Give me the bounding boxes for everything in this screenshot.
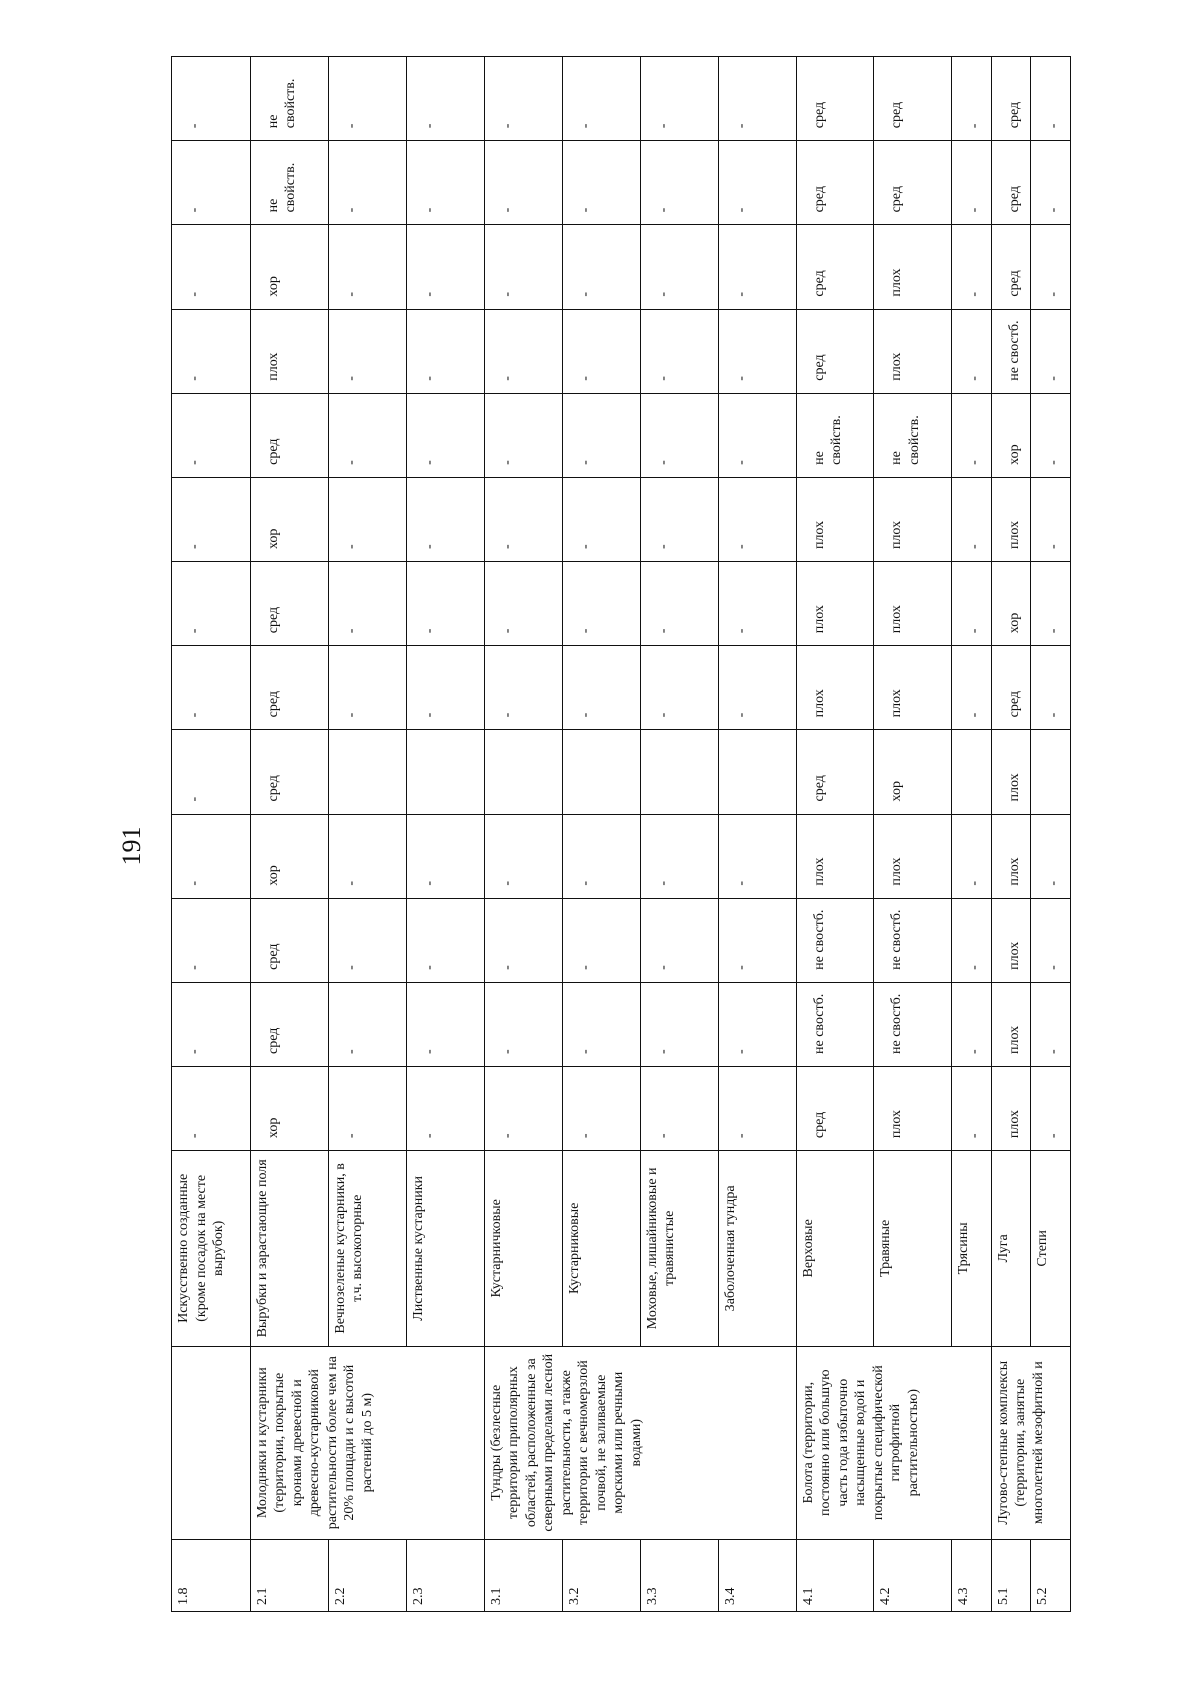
row-number: 3.1	[484, 1539, 562, 1611]
subtype-label: Моховые, лишайниковые и травянистые	[640, 1151, 718, 1346]
rating-cell: -	[952, 309, 991, 393]
rating-cell: плох	[874, 309, 952, 393]
rating-cell: -	[172, 898, 251, 982]
rating-cell: плох	[991, 1066, 1030, 1150]
subtype-label: Кустарничковые	[484, 1151, 562, 1346]
row-number: 2.2	[328, 1539, 406, 1611]
rating-cell: -	[640, 225, 718, 309]
rating-cell: -	[172, 225, 251, 309]
table-row	[250, 57, 328, 1612]
table-row	[796, 57, 874, 1612]
rating-cell: -	[484, 1066, 562, 1150]
rating-cell: -	[328, 982, 406, 1066]
rating-cell: -	[1031, 982, 1071, 1066]
rating-cell: -	[562, 225, 640, 309]
rating-cell: -	[406, 1066, 484, 1150]
row-number: 1.8	[172, 1539, 251, 1611]
rating-cell: -	[484, 982, 562, 1066]
rating-cell: -	[718, 309, 796, 393]
rating-cell: хор	[250, 225, 328, 309]
rating-cell	[406, 730, 484, 814]
rating-cell: плох	[874, 225, 952, 309]
subtype-label: Травяные	[874, 1151, 952, 1346]
rating-cell: сред	[250, 393, 328, 477]
rating-cell: -	[406, 814, 484, 898]
rating-cell: плох	[796, 562, 874, 646]
row-number: 5.1	[991, 1539, 1030, 1611]
rating-cell	[1031, 730, 1071, 814]
table-row	[172, 57, 251, 1612]
rating-cell: сред	[874, 141, 952, 225]
group-label: Молодняки и кустарники (территории, покрытые кронами древесной и древесно-кустарниковой растительности более чем на 20% площади и с высотой растений до 5 м)	[250, 1346, 484, 1539]
rating-cell: сред	[796, 57, 874, 141]
rating-cell	[562, 730, 640, 814]
row-number: 2.3	[406, 1539, 484, 1611]
rating-cell: -	[1031, 646, 1071, 730]
rating-cell: -	[328, 309, 406, 393]
rating-cell: -	[562, 393, 640, 477]
rating-cell: -	[718, 814, 796, 898]
rating-cell: сред	[991, 141, 1030, 225]
rating-cell: -	[640, 646, 718, 730]
rating-cell: -	[562, 982, 640, 1066]
rating-cell: -	[640, 814, 718, 898]
rating-cell: плох	[874, 1066, 952, 1150]
rating-cell: плох	[874, 646, 952, 730]
rating-cell: -	[484, 141, 562, 225]
rating-cell: -	[328, 898, 406, 982]
rating-cell	[718, 730, 796, 814]
rating-cell: -	[172, 562, 251, 646]
rating-cell: -	[406, 141, 484, 225]
page-number: 191	[117, 826, 146, 866]
rating-cell: -	[640, 393, 718, 477]
rating-cell: -	[328, 57, 406, 141]
rating-cell: -	[640, 898, 718, 982]
rating-cell: не свостб.	[991, 309, 1030, 393]
rating-cell: -	[952, 57, 991, 141]
rating-cell: -	[718, 562, 796, 646]
rating-cell: хор	[991, 562, 1030, 646]
rating-cell: -	[1031, 814, 1071, 898]
rating-cell	[484, 730, 562, 814]
rating-cell: -	[172, 57, 251, 141]
rating-cell: сред	[250, 982, 328, 1066]
rating-cell: -	[1031, 477, 1071, 561]
rating-cell: сред	[796, 141, 874, 225]
rating-cell: -	[328, 562, 406, 646]
rating-cell: -	[952, 646, 991, 730]
rating-cell: хор	[250, 1066, 328, 1150]
rating-cell: -	[718, 477, 796, 561]
rating-cell: -	[640, 141, 718, 225]
row-number: 4.3	[952, 1539, 991, 1611]
rating-cell: -	[640, 562, 718, 646]
subtype-label: Степи	[1031, 1151, 1071, 1346]
rating-cell: плох	[991, 814, 1030, 898]
rating-cell: -	[640, 57, 718, 141]
row-number: 4.2	[874, 1539, 952, 1611]
rotated-table-container	[171, 56, 1071, 1612]
rating-cell: -	[484, 57, 562, 141]
rating-cell: плох	[874, 477, 952, 561]
rating-cell: -	[718, 646, 796, 730]
rating-cell: -	[718, 1066, 796, 1150]
rating-cell: плох	[250, 309, 328, 393]
rating-cell: -	[328, 1066, 406, 1150]
rating-cell: не свостб.	[874, 898, 952, 982]
rating-cell: -	[172, 646, 251, 730]
rating-cell: плох	[796, 477, 874, 561]
rating-cell: плох	[796, 814, 874, 898]
rating-cell: -	[328, 646, 406, 730]
rating-cell: -	[952, 1066, 991, 1150]
rating-cell: -	[562, 646, 640, 730]
rating-cell: -	[172, 982, 251, 1066]
rating-cell: -	[718, 141, 796, 225]
rating-cell: -	[328, 225, 406, 309]
rating-cell: -	[952, 393, 991, 477]
rating-cell: -	[562, 1066, 640, 1150]
rating-cell: -	[562, 814, 640, 898]
rating-cell: -	[562, 477, 640, 561]
subtype-label: Искусственно созданные (кроме посадок на месте вырубок)	[172, 1151, 251, 1346]
rating-cell: -	[406, 477, 484, 561]
row-number: 4.1	[796, 1539, 874, 1611]
rating-cell: -	[172, 477, 251, 561]
rating-cell: -	[952, 982, 991, 1066]
rating-cell: плох	[991, 898, 1030, 982]
row-number: 5.2	[1031, 1539, 1071, 1611]
rating-cell: сред	[796, 225, 874, 309]
rating-cell: -	[484, 898, 562, 982]
rating-cell: сред	[796, 309, 874, 393]
rating-cell: сред	[250, 730, 328, 814]
rating-cell: -	[640, 982, 718, 1066]
rating-cell: -	[1031, 1066, 1071, 1150]
rating-cell: сред	[250, 898, 328, 982]
rating-cell: сред	[796, 730, 874, 814]
rating-cell: -	[328, 141, 406, 225]
rating-cell: плох	[991, 730, 1030, 814]
rating-cell: -	[406, 57, 484, 141]
rating-cell: -	[952, 562, 991, 646]
rating-cell: хор	[874, 730, 952, 814]
rating-cell: -	[172, 141, 251, 225]
rating-cell: -	[718, 225, 796, 309]
rating-cell: плох	[874, 814, 952, 898]
row-number: 2.1	[250, 1539, 328, 1611]
rating-cell: -	[952, 898, 991, 982]
rating-cell: -	[718, 898, 796, 982]
rating-cell: -	[952, 225, 991, 309]
rating-cell: -	[484, 393, 562, 477]
rating-cell: -	[718, 393, 796, 477]
rating-cell: -	[484, 477, 562, 561]
rating-cell: -	[562, 141, 640, 225]
rating-cell: -	[1031, 393, 1071, 477]
rating-cell: -	[562, 562, 640, 646]
rating-cell: -	[952, 814, 991, 898]
rating-cell: не свойств.	[796, 393, 874, 477]
rating-cell	[952, 730, 991, 814]
row-number: 3.4	[718, 1539, 796, 1611]
rating-cell: не свойств.	[250, 141, 328, 225]
rating-cell: -	[1031, 141, 1071, 225]
rating-cell: -	[562, 57, 640, 141]
rating-cell: -	[406, 393, 484, 477]
group-label: Болота (территории, постоянно или большую часть года избыточно насыщенные водой и покрытые специфической гигрофитной растительностью)	[796, 1346, 991, 1539]
subtype-label: Верховые	[796, 1151, 874, 1346]
rating-cell: плох	[796, 646, 874, 730]
rating-cell: -	[406, 982, 484, 1066]
rating-cell: сред	[991, 225, 1030, 309]
rating-cell: -	[172, 393, 251, 477]
rating-cell: сред	[874, 57, 952, 141]
rating-cell: сред	[250, 646, 328, 730]
row-number: 3.2	[562, 1539, 640, 1611]
rating-cell: -	[406, 562, 484, 646]
rating-cell	[640, 730, 718, 814]
rating-cell: -	[172, 1066, 251, 1150]
rating-cell: -	[718, 57, 796, 141]
rating-cell: -	[484, 225, 562, 309]
rating-cell: плох	[991, 477, 1030, 561]
rating-cell: -	[484, 814, 562, 898]
rating-cell: -	[484, 646, 562, 730]
rating-cell: -	[1031, 57, 1071, 141]
rating-cell: -	[406, 898, 484, 982]
rating-cell: -	[328, 393, 406, 477]
rating-cell: не свостб.	[796, 982, 874, 1066]
rating-cell: -	[1031, 225, 1071, 309]
group-label: Лугово-степные комплексы (территории, занятые многолетней мезофитной и	[991, 1346, 1070, 1539]
rating-cell: -	[562, 898, 640, 982]
table-row	[991, 57, 1030, 1612]
rating-cell	[328, 730, 406, 814]
rating-cell: -	[1031, 309, 1071, 393]
rating-cell: -	[718, 982, 796, 1066]
rating-cell: плох	[991, 982, 1030, 1066]
subtype-label: Вырубки и зарастающие поля	[250, 1151, 328, 1346]
subtype-label: Вечнозеленые кустарники, в т.ч. высокогорные	[328, 1151, 406, 1346]
rating-cell: -	[172, 730, 251, 814]
subtype-label: Луга	[991, 1151, 1030, 1346]
rating-cell: -	[640, 1066, 718, 1150]
rating-cell: -	[640, 477, 718, 561]
rating-cell: -	[952, 477, 991, 561]
subtype-label: Лиственные кустарники	[406, 1151, 484, 1346]
rating-cell: -	[328, 814, 406, 898]
rating-cell: хор	[250, 477, 328, 561]
rating-cell: -	[172, 814, 251, 898]
subtype-label: Трясины	[952, 1151, 991, 1346]
rating-cell: -	[406, 309, 484, 393]
rating-cell: сред	[991, 57, 1030, 141]
row-number: 3.3	[640, 1539, 718, 1611]
rating-cell: не свостб.	[796, 898, 874, 982]
rating-cell: -	[952, 141, 991, 225]
rating-cell: хор	[991, 393, 1030, 477]
rating-cell: -	[1031, 898, 1071, 982]
rating-cell: -	[484, 309, 562, 393]
subtype-label: Кустарниковые	[562, 1151, 640, 1346]
rating-cell: -	[640, 309, 718, 393]
habitat-assessment-table	[171, 56, 1071, 1612]
rating-cell: не свостб.	[874, 982, 952, 1066]
rating-cell: -	[406, 225, 484, 309]
rating-cell: -	[406, 646, 484, 730]
rating-cell: сред	[796, 1066, 874, 1150]
rating-cell: плох	[874, 562, 952, 646]
rating-cell: -	[172, 309, 251, 393]
rating-cell: не свойств.	[250, 57, 328, 141]
rating-cell: не свойств.	[874, 393, 952, 477]
group-label: Тундры (безлесные территории приполярных областей, расположенные за северными пределами лесной растительности, а также территории с вечномерзлой почвой, не заливаемые морскими или речными водами)	[484, 1346, 796, 1539]
rating-cell: хор	[250, 814, 328, 898]
rating-cell: -	[484, 562, 562, 646]
rating-cell: сред	[250, 562, 328, 646]
empty-group-cell	[172, 1346, 251, 1539]
subtype-label: Заболоченная тундра	[718, 1151, 796, 1346]
rating-cell: -	[562, 309, 640, 393]
rating-cell: -	[328, 477, 406, 561]
table-row	[484, 57, 562, 1612]
rating-cell: сред	[991, 646, 1030, 730]
rating-cell: -	[1031, 562, 1071, 646]
